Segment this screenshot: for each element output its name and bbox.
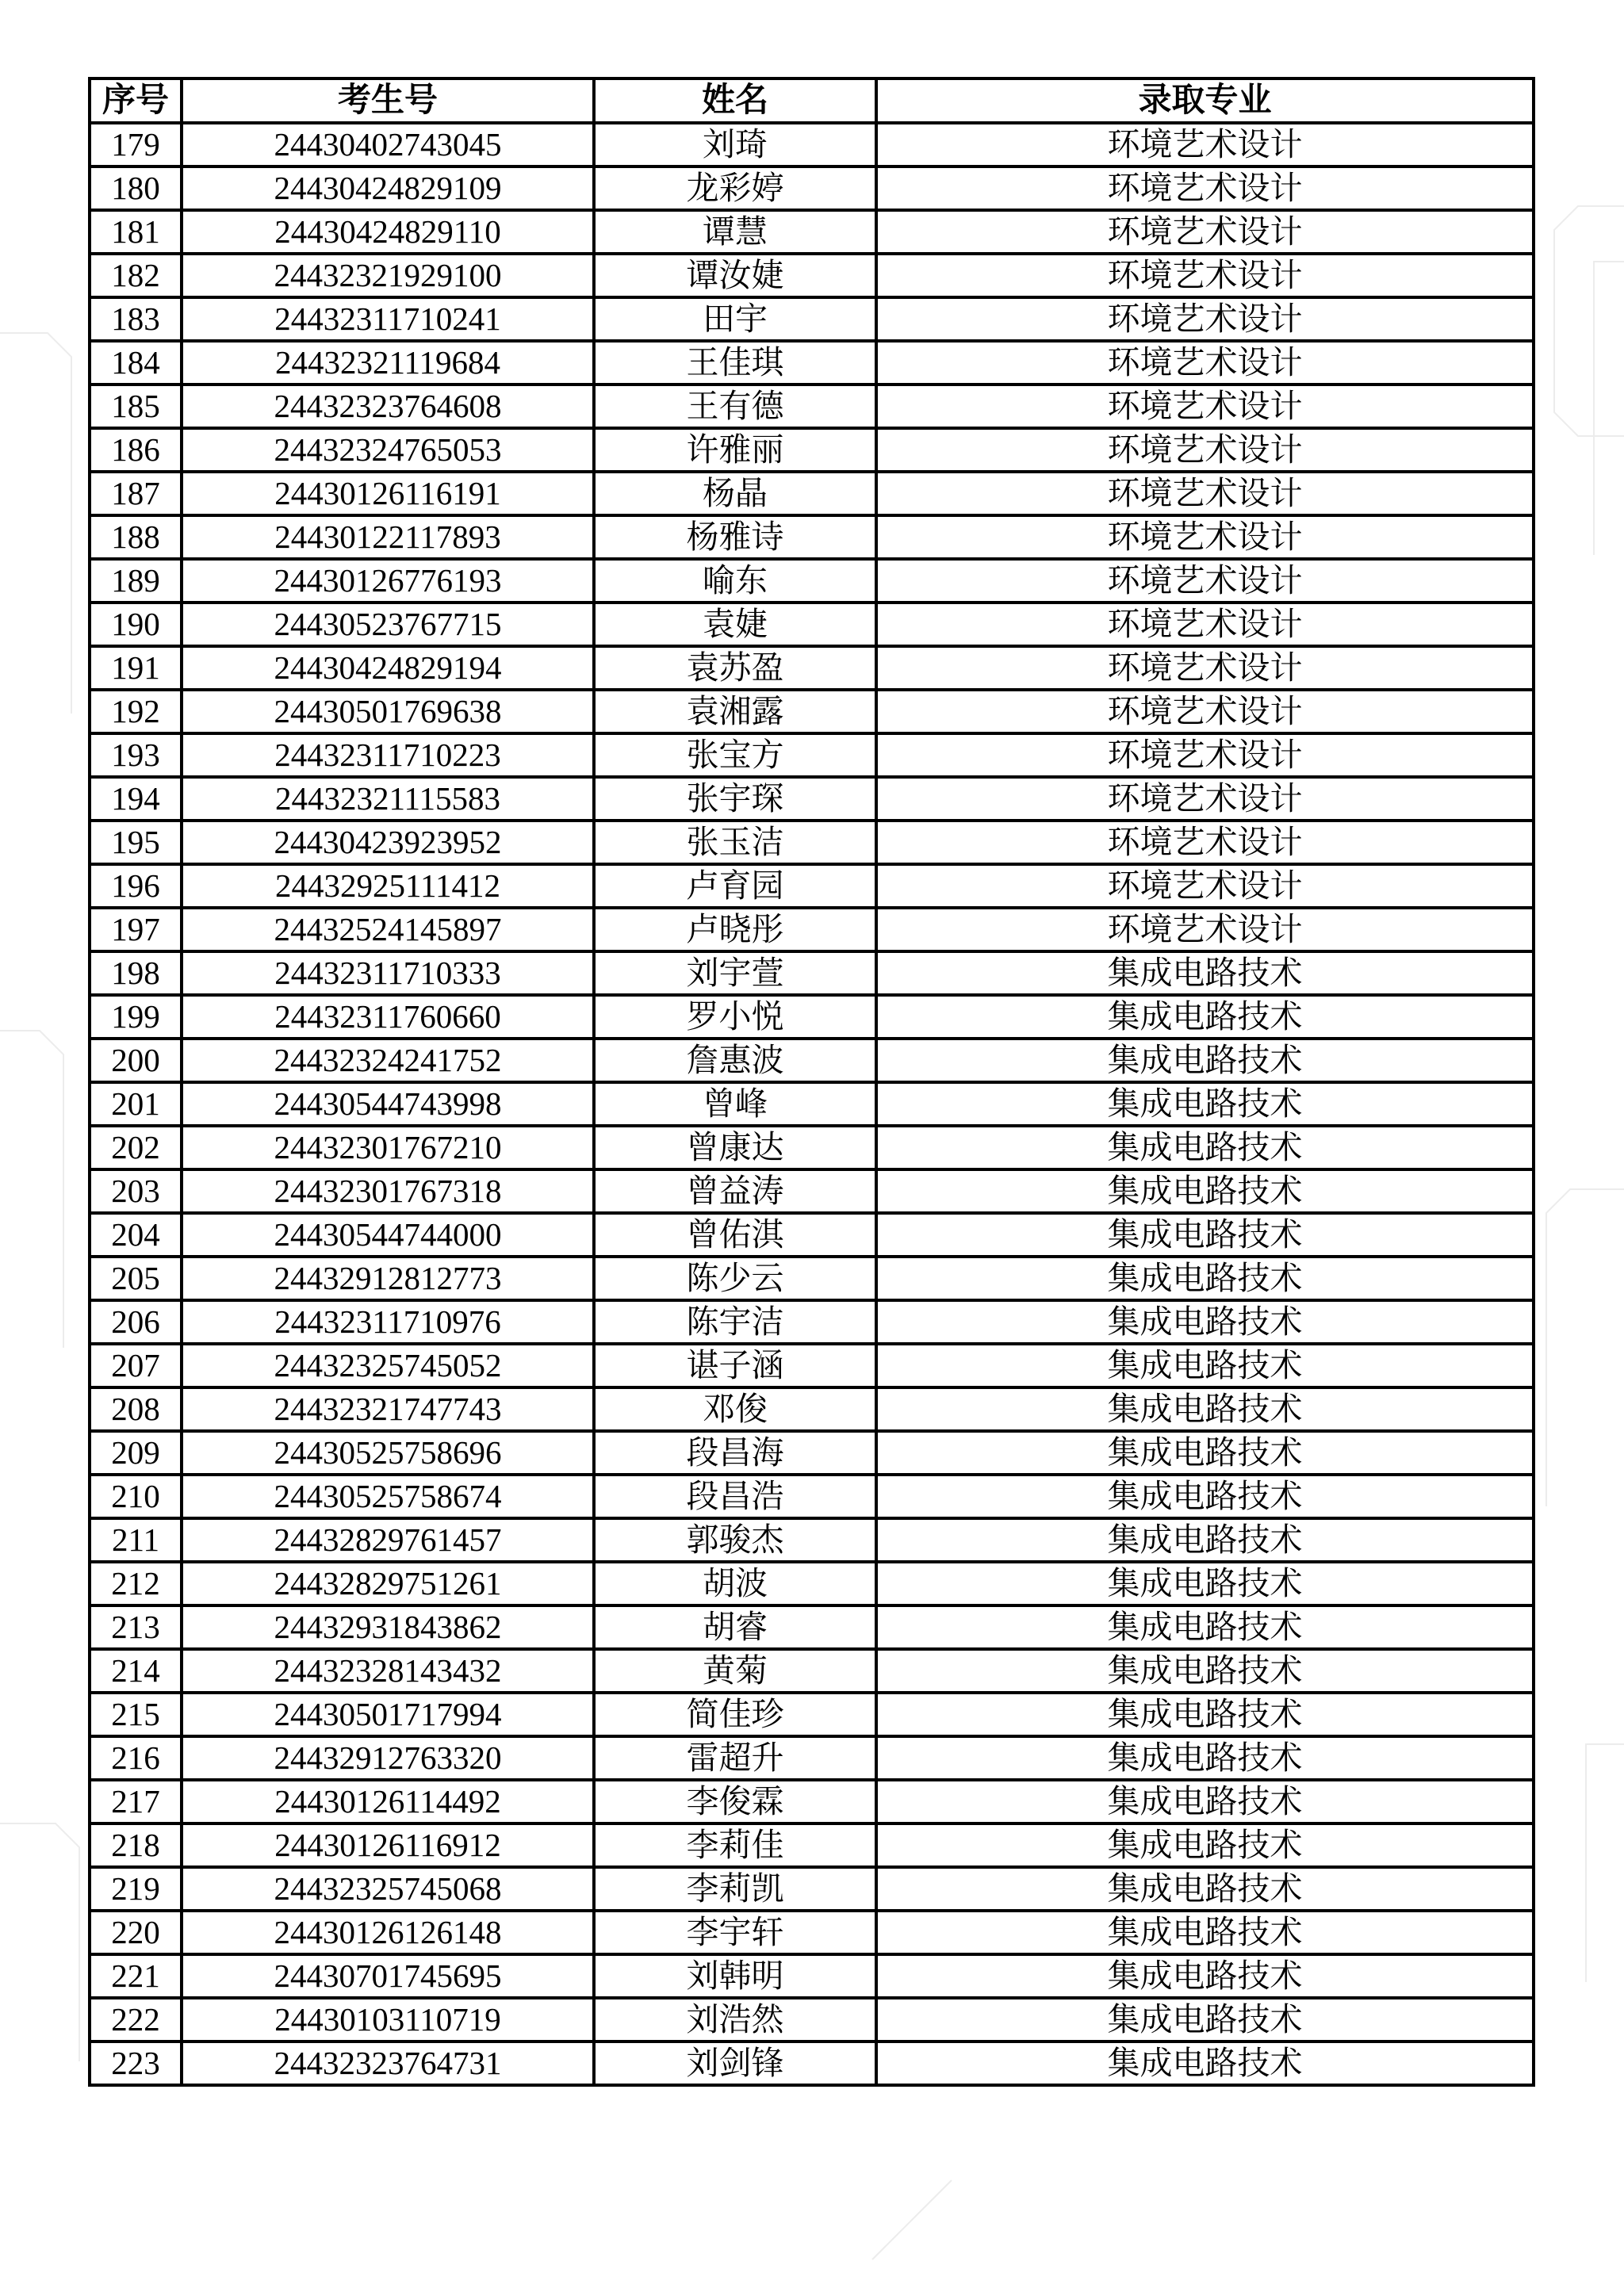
table-row — [90, 1213, 1534, 1257]
header-seq: 序号 — [90, 78, 182, 123]
cell-major: 环境艺术设计 — [876, 297, 1534, 341]
cell-major: 集成电路技术 — [876, 1780, 1534, 1823]
cell-exam-no: 24430501769638 — [182, 690, 594, 733]
cell-major: 环境艺术设计 — [876, 559, 1534, 603]
table-row — [90, 864, 1534, 908]
table-row — [90, 603, 1534, 646]
cell-major: 环境艺术设计 — [876, 428, 1534, 472]
cell-major: 集成电路技术 — [876, 1562, 1534, 1605]
table-row — [90, 733, 1534, 777]
cell-exam-no: 24432311710223 — [182, 733, 594, 777]
cell-name: 段昌海 — [594, 1431, 876, 1475]
cell-name: 雷超升 — [594, 1736, 876, 1780]
cell-seq: 179 — [90, 123, 182, 166]
table-row — [90, 1257, 1534, 1300]
cell-exam-no: 24432829761457 — [182, 1518, 594, 1562]
cell-seq: 182 — [90, 254, 182, 297]
header-major: 录取专业 — [876, 78, 1534, 123]
cell-name: 胡睿 — [594, 1605, 876, 1649]
table-row — [90, 210, 1534, 254]
cell-exam-no: 24432311710333 — [182, 951, 594, 995]
cell-major: 集成电路技术 — [876, 1300, 1534, 1344]
cell-name: 张玉洁 — [594, 821, 876, 864]
cell-exam-no: 24432925111412 — [182, 864, 594, 908]
table-row — [90, 1518, 1534, 1562]
cell-seq: 223 — [90, 2042, 182, 2085]
cell-exam-no: 24430126114492 — [182, 1780, 594, 1823]
cell-seq: 188 — [90, 515, 182, 559]
table-row — [90, 1475, 1534, 1518]
cell-name: 段昌浩 — [594, 1475, 876, 1518]
table-row — [90, 515, 1534, 559]
cell-major: 集成电路技术 — [876, 995, 1534, 1039]
cell-seq: 217 — [90, 1780, 182, 1823]
cell-major: 集成电路技术 — [876, 1126, 1534, 1169]
cell-exam-no: 24430525758674 — [182, 1475, 594, 1518]
cell-major: 集成电路技术 — [876, 1169, 1534, 1213]
cell-exam-no: 24432323764608 — [182, 385, 594, 428]
cell-seq: 183 — [90, 297, 182, 341]
table-row — [90, 2042, 1534, 2085]
table-row — [90, 1780, 1534, 1823]
cell-exam-no: 24432324765053 — [182, 428, 594, 472]
cell-name: 李莉佳 — [594, 1823, 876, 1867]
cell-seq: 207 — [90, 1344, 182, 1387]
cell-name: 卢晓彤 — [594, 908, 876, 951]
cell-seq: 200 — [90, 1039, 182, 1082]
cell-exam-no: 24432301767210 — [182, 1126, 594, 1169]
cell-major: 集成电路技术 — [876, 1475, 1534, 1518]
table-row — [90, 1649, 1534, 1693]
cell-major: 环境艺术设计 — [876, 472, 1534, 515]
cell-exam-no: 24432323764731 — [182, 2042, 594, 2085]
cell-exam-no: 24432524145897 — [182, 908, 594, 951]
table-row — [90, 166, 1534, 210]
cell-exam-no: 24430126116912 — [182, 1823, 594, 1867]
cell-name: 李宇轩 — [594, 1911, 876, 1954]
cell-exam-no: 24430402743045 — [182, 123, 594, 166]
cell-major: 集成电路技术 — [876, 1039, 1534, 1082]
cell-name: 胡波 — [594, 1562, 876, 1605]
cell-exam-no: 24432912812773 — [182, 1257, 594, 1300]
cell-seq: 214 — [90, 1649, 182, 1693]
cell-major: 集成电路技术 — [876, 1387, 1534, 1431]
cell-name: 郭骏杰 — [594, 1518, 876, 1562]
cell-exam-no: 24430544743998 — [182, 1082, 594, 1126]
cell-seq: 186 — [90, 428, 182, 472]
cell-seq: 189 — [90, 559, 182, 603]
cell-major: 环境艺术设计 — [876, 515, 1534, 559]
cell-seq: 221 — [90, 1954, 182, 1998]
cell-major: 集成电路技术 — [876, 1998, 1534, 2042]
cell-name: 谭慧 — [594, 210, 876, 254]
table-row — [90, 1126, 1534, 1169]
cell-name: 卢育园 — [594, 864, 876, 908]
cell-exam-no: 24430424829194 — [182, 646, 594, 690]
cell-seq: 204 — [90, 1213, 182, 1257]
cell-exam-no: 24432931843862 — [182, 1605, 594, 1649]
cell-name: 张宝方 — [594, 733, 876, 777]
cell-name: 王佳琪 — [594, 341, 876, 385]
cell-seq: 202 — [90, 1126, 182, 1169]
cell-major: 环境艺术设计 — [876, 777, 1534, 821]
cell-major: 集成电路技术 — [876, 1867, 1534, 1911]
table-row — [90, 559, 1534, 603]
cell-seq: 193 — [90, 733, 182, 777]
cell-major: 环境艺术设计 — [876, 908, 1534, 951]
cell-seq: 199 — [90, 995, 182, 1039]
cell-exam-no: 24430126116191 — [182, 472, 594, 515]
table-row — [90, 1998, 1534, 2042]
admission-table — [88, 77, 1535, 2087]
cell-seq: 213 — [90, 1605, 182, 1649]
cell-exam-no: 24432301767318 — [182, 1169, 594, 1213]
cell-seq: 205 — [90, 1257, 182, 1300]
cell-seq: 201 — [90, 1082, 182, 1126]
table-row — [90, 1954, 1534, 1998]
cell-exam-no: 24432311710976 — [182, 1300, 594, 1344]
table-row — [90, 995, 1534, 1039]
cell-seq: 210 — [90, 1475, 182, 1518]
cell-name: 龙彩婷 — [594, 166, 876, 210]
cell-name: 袁婕 — [594, 603, 876, 646]
header-name: 姓名 — [594, 78, 876, 123]
cell-name: 王有德 — [594, 385, 876, 428]
cell-seq: 216 — [90, 1736, 182, 1780]
cell-name: 刘韩明 — [594, 1954, 876, 1998]
cell-major: 环境艺术设计 — [876, 385, 1534, 428]
cell-exam-no: 24430701745695 — [182, 1954, 594, 1998]
table-row — [90, 1082, 1534, 1126]
cell-exam-no: 24432325745052 — [182, 1344, 594, 1387]
cell-name: 邓俊 — [594, 1387, 876, 1431]
table-row — [90, 1693, 1534, 1736]
cell-exam-no: 24432829751261 — [182, 1562, 594, 1605]
cell-major: 环境艺术设计 — [876, 821, 1534, 864]
table-row — [90, 254, 1534, 297]
header-exam-no: 考生号 — [182, 78, 594, 123]
cell-exam-no: 24430424829110 — [182, 210, 594, 254]
cell-name: 曾峰 — [594, 1082, 876, 1126]
cell-seq: 195 — [90, 821, 182, 864]
cell-seq: 184 — [90, 341, 182, 385]
cell-major: 集成电路技术 — [876, 1344, 1534, 1387]
cell-seq: 192 — [90, 690, 182, 733]
cell-major: 集成电路技术 — [876, 1954, 1534, 1998]
cell-name: 李莉凯 — [594, 1867, 876, 1911]
cell-exam-no: 24432324241752 — [182, 1039, 594, 1082]
cell-name: 谌子涵 — [594, 1344, 876, 1387]
table-row — [90, 821, 1534, 864]
cell-name: 曾佑淇 — [594, 1213, 876, 1257]
table-row — [90, 1431, 1534, 1475]
cell-name: 田宇 — [594, 297, 876, 341]
cell-name: 杨晶 — [594, 472, 876, 515]
cell-exam-no: 24430103110719 — [182, 1998, 594, 2042]
cell-name: 刘宇萱 — [594, 951, 876, 995]
cell-name: 曾益涛 — [594, 1169, 876, 1213]
table-row — [90, 297, 1534, 341]
cell-name: 袁湘露 — [594, 690, 876, 733]
cell-name: 陈宇洁 — [594, 1300, 876, 1344]
cell-seq: 187 — [90, 472, 182, 515]
cell-exam-no: 24430423923952 — [182, 821, 594, 864]
cell-seq: 191 — [90, 646, 182, 690]
cell-seq: 196 — [90, 864, 182, 908]
table-row — [90, 646, 1534, 690]
cell-exam-no: 24432321115583 — [182, 777, 594, 821]
cell-seq: 209 — [90, 1431, 182, 1475]
table-row — [90, 690, 1534, 733]
cell-major: 环境艺术设计 — [876, 733, 1534, 777]
cell-name: 黄菊 — [594, 1649, 876, 1693]
cell-major: 环境艺术设计 — [876, 690, 1534, 733]
table-row — [90, 1169, 1534, 1213]
table-row — [90, 777, 1534, 821]
table-row — [90, 908, 1534, 951]
cell-major: 环境艺术设计 — [876, 254, 1534, 297]
table-row — [90, 1605, 1534, 1649]
table-row — [90, 1344, 1534, 1387]
cell-name: 许雅丽 — [594, 428, 876, 472]
cell-major: 集成电路技术 — [876, 1823, 1534, 1867]
cell-exam-no: 24432311760660 — [182, 995, 594, 1039]
cell-major: 集成电路技术 — [876, 1605, 1534, 1649]
cell-exam-no: 24430523767715 — [182, 603, 594, 646]
table-header-row — [90, 78, 1534, 123]
cell-seq: 185 — [90, 385, 182, 428]
table-row — [90, 1300, 1534, 1344]
cell-major: 环境艺术设计 — [876, 341, 1534, 385]
cell-seq: 206 — [90, 1300, 182, 1344]
cell-name: 刘浩然 — [594, 1998, 876, 2042]
cell-exam-no: 24432912763320 — [182, 1736, 594, 1780]
cell-name: 曾康达 — [594, 1126, 876, 1169]
cell-major: 环境艺术设计 — [876, 166, 1534, 210]
cell-seq: 197 — [90, 908, 182, 951]
cell-major: 集成电路技术 — [876, 1431, 1534, 1475]
cell-exam-no: 24432321119684 — [182, 341, 594, 385]
table-row — [90, 428, 1534, 472]
cell-exam-no: 24432321929100 — [182, 254, 594, 297]
cell-major: 集成电路技术 — [876, 1649, 1534, 1693]
table-row — [90, 341, 1534, 385]
cell-name: 喻东 — [594, 559, 876, 603]
cell-seq: 181 — [90, 210, 182, 254]
table-row — [90, 385, 1534, 428]
cell-name: 詹惠波 — [594, 1039, 876, 1082]
cell-seq: 208 — [90, 1387, 182, 1431]
cell-seq: 215 — [90, 1693, 182, 1736]
cell-major: 集成电路技术 — [876, 1693, 1534, 1736]
cell-seq: 222 — [90, 1998, 182, 2042]
cell-exam-no: 24432328143432 — [182, 1649, 594, 1693]
cell-major: 环境艺术设计 — [876, 603, 1534, 646]
cell-exam-no: 24432311710241 — [182, 297, 594, 341]
cell-exam-no: 24432325745068 — [182, 1867, 594, 1911]
cell-seq: 212 — [90, 1562, 182, 1605]
table-row — [90, 1867, 1534, 1911]
cell-seq: 180 — [90, 166, 182, 210]
cell-seq: 203 — [90, 1169, 182, 1213]
cell-seq: 190 — [90, 603, 182, 646]
cell-exam-no: 24432321747743 — [182, 1387, 594, 1431]
cell-name: 刘琦 — [594, 123, 876, 166]
table-body — [90, 123, 1534, 2085]
cell-name: 杨雅诗 — [594, 515, 876, 559]
table-row — [90, 1823, 1534, 1867]
cell-name: 刘剑锋 — [594, 2042, 876, 2085]
cell-major: 集成电路技术 — [876, 1082, 1534, 1126]
cell-name: 谭汝婕 — [594, 254, 876, 297]
cell-name: 袁苏盈 — [594, 646, 876, 690]
cell-name: 陈少云 — [594, 1257, 876, 1300]
cell-major: 集成电路技术 — [876, 2042, 1534, 2085]
table-row — [90, 1039, 1534, 1082]
cell-name: 罗小悦 — [594, 995, 876, 1039]
table-row — [90, 1736, 1534, 1780]
cell-major: 环境艺术设计 — [876, 210, 1534, 254]
cell-major: 集成电路技术 — [876, 1213, 1534, 1257]
cell-exam-no: 24430544744000 — [182, 1213, 594, 1257]
cell-name: 简佳珍 — [594, 1693, 876, 1736]
cell-seq: 211 — [90, 1518, 182, 1562]
cell-exam-no: 24430501717994 — [182, 1693, 594, 1736]
cell-major: 集成电路技术 — [876, 1911, 1534, 1954]
cell-exam-no: 24430126126148 — [182, 1911, 594, 1954]
table-row — [90, 1911, 1534, 1954]
cell-major: 集成电路技术 — [876, 1736, 1534, 1780]
cell-exam-no: 24430525758696 — [182, 1431, 594, 1475]
table-row — [90, 472, 1534, 515]
cell-major: 环境艺术设计 — [876, 646, 1534, 690]
table-row — [90, 123, 1534, 166]
cell-exam-no: 24430424829109 — [182, 166, 594, 210]
cell-major: 环境艺术设计 — [876, 123, 1534, 166]
cell-exam-no: 24430126776193 — [182, 559, 594, 603]
cell-name: 李俊霖 — [594, 1780, 876, 1823]
cell-major: 环境艺术设计 — [876, 864, 1534, 908]
cell-major: 集成电路技术 — [876, 1257, 1534, 1300]
cell-seq: 198 — [90, 951, 182, 995]
cell-seq: 220 — [90, 1911, 182, 1954]
table-row — [90, 1562, 1534, 1605]
cell-seq: 218 — [90, 1823, 182, 1867]
table-row — [90, 951, 1534, 995]
cell-major: 集成电路技术 — [876, 1518, 1534, 1562]
cell-name: 张宇琛 — [594, 777, 876, 821]
cell-major: 集成电路技术 — [876, 951, 1534, 995]
table-row — [90, 1387, 1534, 1431]
cell-exam-no: 24430122117893 — [182, 515, 594, 559]
cell-seq: 194 — [90, 777, 182, 821]
cell-seq: 219 — [90, 1867, 182, 1911]
